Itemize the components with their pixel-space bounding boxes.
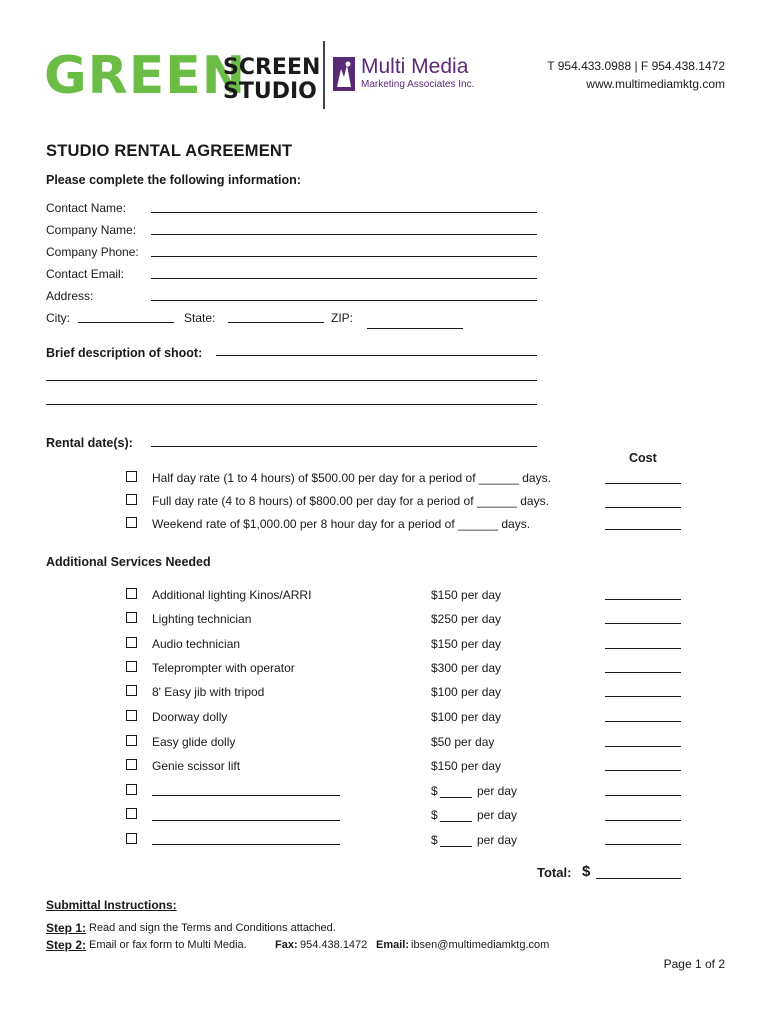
contact-name-field[interactable] [151, 198, 537, 213]
service-price: $250 per day [431, 612, 502, 626]
service-checkbox[interactable] [126, 759, 137, 770]
custom-service-name-field[interactable] [152, 806, 340, 821]
state-label: State: [184, 311, 216, 325]
partner-name: Multi Media [361, 55, 469, 78]
custom-price-field[interactable] [440, 807, 472, 822]
half-day-rate-text: Half day rate (1 to 4 hours) of $500.00 per day for a period of ______ days. [152, 471, 551, 485]
company-phone-field[interactable] [151, 242, 537, 257]
step1-text: Read and sign the Terms and Conditions attached. [89, 922, 336, 934]
partner-subtitle: Marketing Associates Inc. [361, 79, 475, 90]
email-label: Email: [376, 939, 410, 951]
custom-cost-field[interactable] [605, 806, 681, 821]
service-checkbox[interactable] [126, 588, 137, 599]
state-field[interactable] [228, 308, 324, 323]
service-label: 8' Easy jib with tripod [152, 685, 265, 699]
service-checkbox[interactable] [126, 735, 137, 746]
service-checkbox[interactable] [126, 637, 137, 648]
total-dollar-sign: $ [582, 863, 591, 880]
fax-label: Fax: [275, 939, 298, 951]
service-label: Lighting technician [152, 612, 252, 626]
cost-column-header: Cost [629, 451, 657, 465]
description-label: Brief description of shoot: [46, 346, 203, 360]
weekend-checkbox[interactable] [126, 517, 137, 528]
custom-dollar-sign: $ [431, 833, 438, 847]
service-checkbox[interactable] [126, 612, 137, 623]
logo-studio-text: STUDIO [223, 79, 317, 104]
company-name-label: Company Name: [46, 223, 137, 237]
service-cost-field[interactable] [605, 585, 681, 600]
zip-field[interactable] [367, 314, 463, 329]
step1-label: Step 1: [46, 921, 87, 935]
custom-cost-field[interactable] [605, 830, 681, 845]
custom-cost-field[interactable] [605, 781, 681, 796]
submittal-heading: Submittal Instructions: [46, 898, 177, 912]
description-field-line1[interactable] [216, 341, 537, 356]
custom-service-checkbox[interactable] [126, 808, 137, 819]
custom-service-name-field[interactable] [152, 781, 340, 796]
service-price: $100 per day [431, 685, 502, 699]
zip-label: ZIP: [331, 311, 354, 325]
additional-services-heading: Additional Services Needed [46, 555, 211, 569]
custom-dollar-sign: $ [431, 808, 438, 822]
custom-per-day: per day [477, 833, 518, 847]
service-cost-field[interactable] [605, 707, 681, 722]
service-price: $150 per day [431, 588, 502, 602]
half-day-checkbox[interactable] [126, 471, 137, 482]
address-field[interactable] [151, 286, 537, 301]
service-label: Audio technician [152, 637, 241, 651]
full-day-cost-field[interactable] [605, 493, 681, 508]
service-cost-field[interactable] [605, 658, 681, 673]
full-day-rate-text: Full day rate (4 to 8 hours) of $800.00 per day for a period of ______ days. [152, 494, 549, 508]
service-cost-field[interactable] [605, 682, 681, 697]
service-checkbox[interactable] [126, 685, 137, 696]
full-day-checkbox[interactable] [126, 494, 137, 505]
total-label: Total: [537, 865, 572, 880]
custom-dollar-sign: $ [431, 784, 438, 798]
service-label: Genie scissor lift [152, 759, 241, 773]
city-label: City: [46, 311, 70, 325]
service-label: Doorway dolly [152, 710, 228, 724]
step2-label: Step 2: [46, 938, 87, 952]
custom-per-day: per day [477, 808, 518, 822]
half-day-cost-field[interactable] [605, 469, 681, 484]
service-label: Easy glide dolly [152, 735, 236, 749]
service-label: Additional lighting Kinos/ARRI [152, 588, 312, 602]
service-checkbox[interactable] [126, 710, 137, 721]
fax-number: 954.438.1472 [300, 939, 368, 951]
phone-fax: T 954.433.0988 | F 954.438.1472 [547, 59, 725, 73]
form-subtitle: Please complete the following information: [46, 173, 301, 187]
service-cost-field[interactable] [605, 732, 681, 747]
logo-green-text: GREEN [44, 46, 247, 106]
weekend-rate-text: Weekend rate of $1,000.00 per 8 hour day for a period of ______ days. [152, 517, 531, 531]
contact-name-label: Contact Name: [46, 201, 127, 215]
email-address[interactable]: ibsen@multimediamktg.com [411, 939, 550, 951]
company-phone-label: Company Phone: [46, 245, 139, 259]
website-link[interactable]: www.multimediamktg.com [586, 77, 725, 91]
contact-email-field[interactable] [151, 264, 537, 279]
step2-text: Email or fax form to Multi Media. [89, 939, 247, 951]
service-label: Teleprompter with operator [152, 661, 295, 675]
custom-price-field[interactable] [440, 783, 472, 798]
custom-service-checkbox[interactable] [126, 833, 137, 844]
total-field[interactable] [596, 864, 681, 879]
service-price: $150 per day [431, 759, 502, 773]
service-price: $100 per day [431, 710, 502, 724]
rental-dates-label: Rental date(s): [46, 436, 133, 450]
service-price: $50 per day [431, 735, 495, 749]
logo-screen-text: SCREEN [223, 55, 321, 80]
weekend-cost-field[interactable] [605, 515, 681, 530]
company-name-field[interactable] [151, 220, 537, 235]
service-cost-field[interactable] [605, 634, 681, 649]
custom-service-name-field[interactable] [152, 830, 340, 845]
address-label: Address: [46, 289, 94, 303]
page-number: Page 1 of 2 [663, 957, 725, 971]
rental-dates-field[interactable] [151, 432, 537, 447]
service-price: $300 per day [431, 661, 502, 675]
service-checkbox[interactable] [126, 661, 137, 672]
description-field-line3[interactable] [46, 390, 537, 405]
page-title: STUDIO RENTAL AGREEMENT [46, 142, 293, 160]
description-field-line2[interactable] [46, 366, 537, 381]
service-price: $150 per day [431, 637, 502, 651]
header-divider [323, 41, 325, 109]
custom-per-day: per day [477, 784, 518, 798]
service-cost-field[interactable] [605, 609, 681, 624]
city-field[interactable] [78, 308, 174, 323]
multimedia-logo-icon [333, 57, 355, 91]
custom-service-checkbox[interactable] [126, 784, 137, 795]
contact-email-label: Contact Email: [46, 267, 125, 281]
custom-price-field[interactable] [440, 832, 472, 847]
service-cost-field[interactable] [605, 756, 681, 771]
